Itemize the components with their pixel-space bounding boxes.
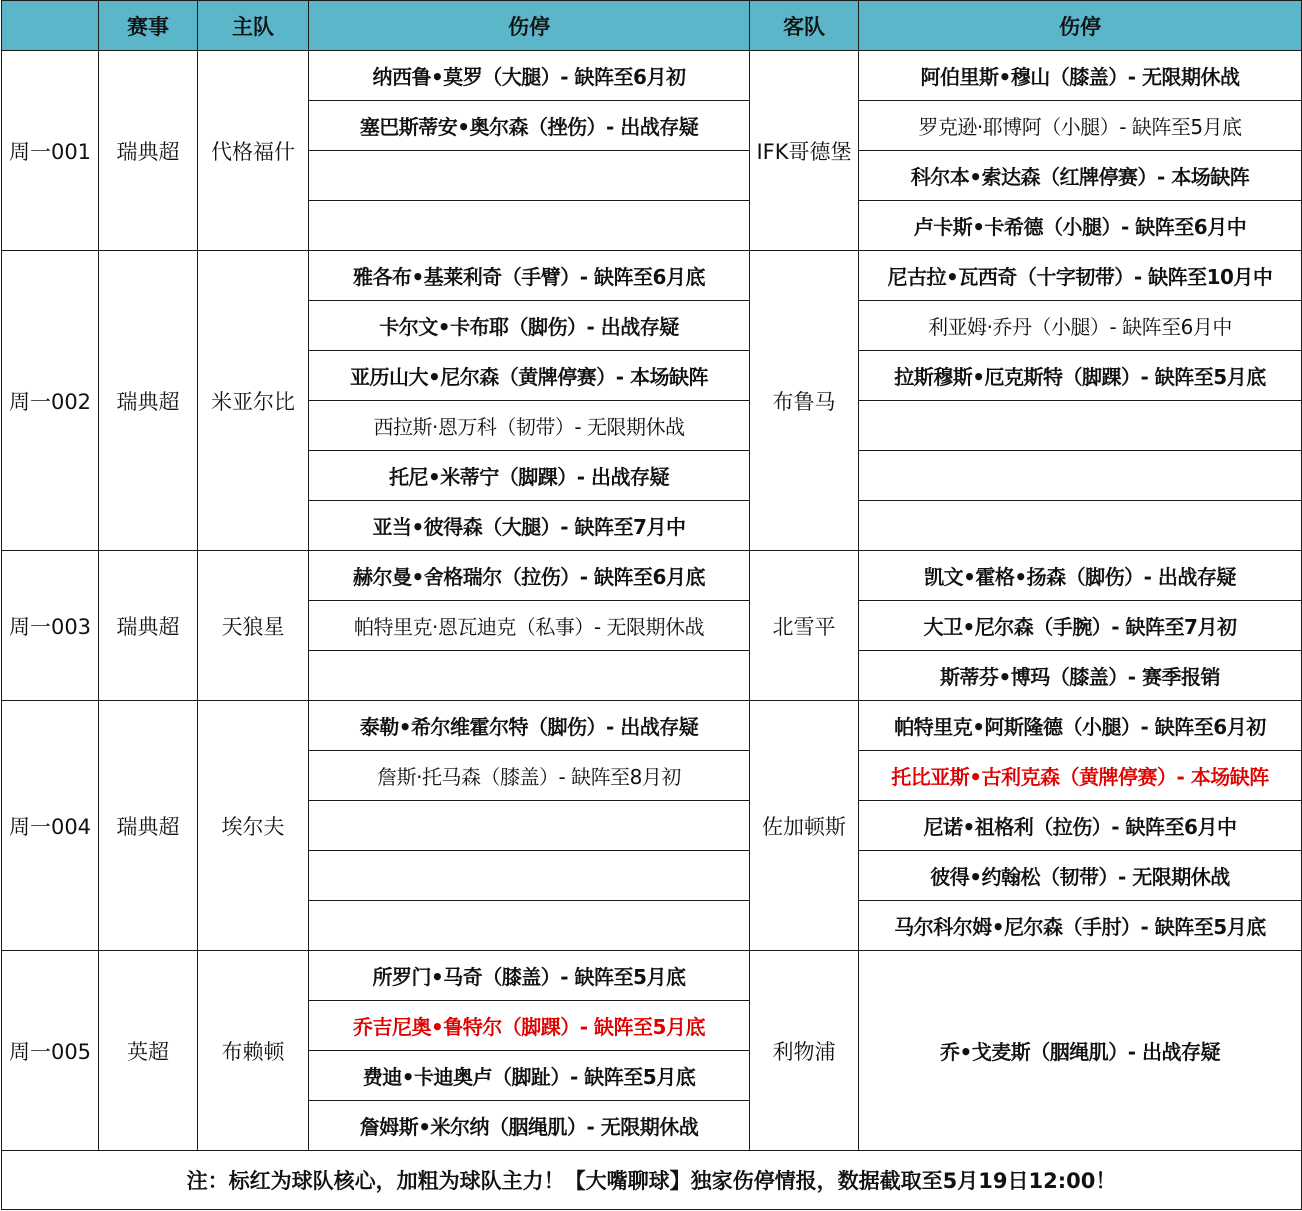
away-injury: 帕特里克•阿斯隆德（小腿）- 缺阵至6月初 [859,701,1302,751]
away-team: 佐加顿斯 [750,701,859,951]
league: 英超 [99,951,198,1151]
away-injury: 利亚姆·乔丹（小腿）- 缺阵至6月中 [859,301,1302,351]
away-injury: 乔•戈麦斯（胭绳肌）- 出战存疑 [859,951,1302,1151]
home-team: 天狼星 [198,551,309,701]
away-team: 利物浦 [750,951,859,1151]
header-away-injuries: 伤停 [859,1,1302,51]
home-injury: 詹斯·托马森（膝盖）- 缺阵至8月初 [309,751,750,801]
away-injury: 罗克逊·耶博阿（小腿）- 缺阵至5月底 [859,101,1302,151]
home-injury [309,851,750,901]
league: 瑞典超 [99,551,198,701]
home-team: 布赖顿 [198,951,309,1151]
away-injury: 托比亚斯•古利克森（黄牌停赛）- 本场缺阵 [859,751,1302,801]
home-injury: 雅各布•基莱利奇（手臂）- 缺阵至6月底 [309,251,750,301]
home-injury: 塞巴斯蒂安•奥尔森（挫伤）- 出战存疑 [309,101,750,151]
away-injury: 凯文•霍格•扬森（脚伤）- 出战存疑 [859,551,1302,601]
home-injury: 亚当•彼得森（大腿）- 缺阵至7月中 [309,501,750,551]
header-home-injuries: 伤停 [309,1,750,51]
match-id: 周一004 [2,701,99,951]
away-team: 布鲁马 [750,251,859,551]
match-id: 周一001 [2,51,99,251]
league: 瑞典超 [99,251,198,551]
table-row [2,701,1302,751]
home-injury [309,901,750,951]
league: 瑞典超 [99,701,198,951]
match-id: 周一002 [2,251,99,551]
match-id: 周一003 [2,551,99,701]
home-injury: 卡尔文•卡布耶（脚伤）- 出战存疑 [309,301,750,351]
home-injury: 所罗门•马奇（膝盖）- 缺阵至5月底 [309,951,750,1001]
home-injury: 费迪•卡迪奥卢（脚趾）- 缺阵至5月底 [309,1051,750,1101]
home-injury: 帕特里克·恩瓦迪克（私事）- 无限期休战 [309,601,750,651]
away-injury: 卢卡斯•卡希德（小腿）- 缺阵至6月中 [859,201,1302,251]
away-injury: 科尔本•索达森（红牌停赛）- 本场缺阵 [859,151,1302,201]
home-injury: 赫尔曼•舍格瑞尔（拉伤）- 缺阵至6月底 [309,551,750,601]
away-injury [859,501,1302,551]
match-id: 周一005 [2,951,99,1151]
header-match-id [2,1,99,51]
away-injury [859,401,1302,451]
home-team: 米亚尔比 [198,251,309,551]
home-injury: 乔吉尼奥•鲁特尔（脚踝）- 缺阵至5月底 [309,1001,750,1051]
away-injury: 马尔科尔姆•尼尔森（手肘）- 缺阵至5月底 [859,901,1302,951]
home-injury: 詹姆斯•米尔纳（胭绳肌）- 无限期休战 [309,1101,750,1151]
home-team: 代格福什 [198,51,309,251]
injury-table [1,0,1302,1210]
header-league: 赛事 [99,1,198,51]
home-injury [309,151,750,201]
home-injury: 托尼•米蒂宁（脚踝）- 出战存疑 [309,451,750,501]
home-team: 埃尔夫 [198,701,309,951]
note-row [2,1151,1302,1210]
header-home-team: 主队 [198,1,309,51]
home-injury [309,801,750,851]
home-injury [309,201,750,251]
away-injury: 大卫•尼尔森（手腕）- 缺阵至7月初 [859,601,1302,651]
league: 瑞典超 [99,51,198,251]
home-injury [309,651,750,701]
home-injury: 泰勒•希尔维霍尔特（脚伤）- 出战存疑 [309,701,750,751]
away-injury: 拉斯穆斯•厄克斯特（脚踝）- 缺阵至5月底 [859,351,1302,401]
away-injury: 阿伯里斯•穆山（膝盖）- 无限期休战 [859,51,1302,101]
table-row [2,551,1302,601]
header-away-team: 客队 [750,1,859,51]
injury-table-body [2,51,1302,1151]
away-injury: 斯蒂芬•博玛（膝盖）- 赛季报销 [859,651,1302,701]
header-row [2,1,1302,51]
away-injury: 尼诺•祖格利（拉伤）- 缺阵至6月中 [859,801,1302,851]
table-row [2,51,1302,101]
away-injury [859,451,1302,501]
away-injury: 彼得•约翰松（韧带）- 无限期休战 [859,851,1302,901]
home-injury: 亚历山大•尼尔森（黄牌停赛）- 本场缺阵 [309,351,750,401]
table-row [2,951,1302,1001]
table-row [2,251,1302,301]
away-team: IFK哥德堡 [750,51,859,251]
home-injury: 西拉斯·恩万科（韧带）- 无限期休战 [309,401,750,451]
away-injury: 尼古拉•瓦西奇（十字韧带）- 缺阵至10月中 [859,251,1302,301]
footnote: 注：标红为球队核心，加粗为球队主力！【大嘴聊球】独家伤停情报，数据截取至5月19日12:00！ [2,1151,1302,1210]
away-team: 北雪平 [750,551,859,701]
home-injury: 纳西鲁•莫罗（大腿）- 缺阵至6月初 [309,51,750,101]
